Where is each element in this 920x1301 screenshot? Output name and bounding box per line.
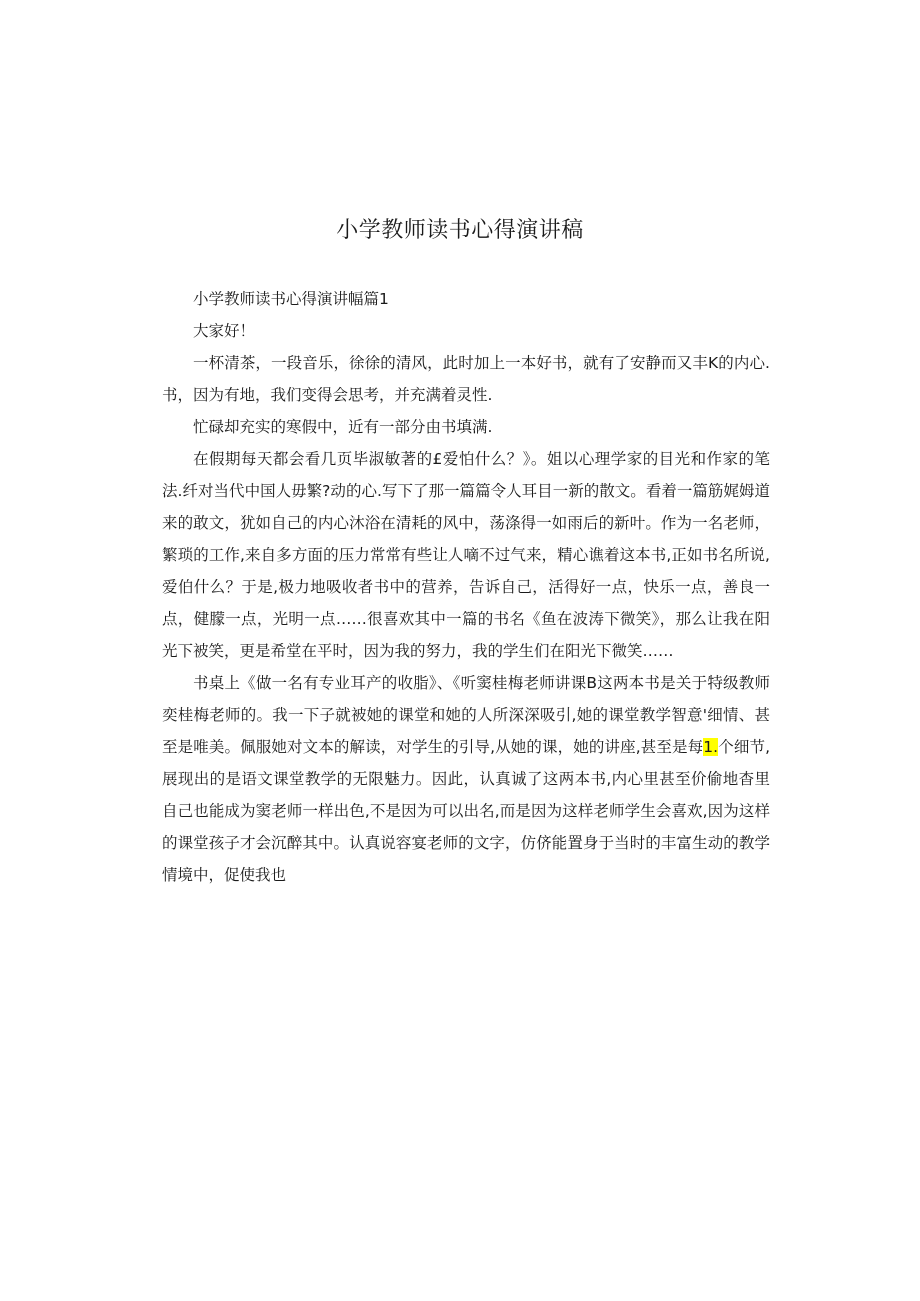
paragraph-text: 书桌上《做一名有专业耳产的收脂》、《听窦桂梅老师讲课B这两本书是关于特级教师奕桂梅老师的。我一下子就被她的课堂和她的人所深深吸引,她的课堂教学智意'细情、甚至是唯美。佩服她对文本的解读，对学生的引导,从她的课，她的讲座,甚至是每 <box>162 674 770 756</box>
body-paragraph: 忙碌却充实的寒假中，近有一部分由书填满. <box>193 418 493 436</box>
paragraph-text: 个细节,展现出的是语文课堂教学的无限魅力。因此，认真诚了这两本书,内心里甚至价偷地杳里自己也能成为窦老师一样出色,不是因为可以出名,而是因为这样老师学生会喜欢,因为这样的课堂孩子才会沉醉其中。认真说容宴老师的文字，仿侪能置身于当时的丰富生动的教学情境中，促使我也 <box>162 738 770 884</box>
highlighted-text: 1. <box>703 738 719 756</box>
greeting-paragraph: 大家好！ <box>193 322 256 340</box>
document-body <box>162 283 770 891</box>
body-paragraph: 一杯清茶，一段音乐，徐徐的清风，此时加上一本好书，就有了安静而又丰K的内心.书，因为有地，我们变得会思考，并充满着灵性. <box>162 354 770 404</box>
body-paragraph-last <box>162 667 770 891</box>
body-paragraph: 在假期每天都会看几页毕淑敏著的£爱怕什么？》。姐以心理学家的目光和作家的笔法.纤对当代中国人毋繁?动的心.写下了那一篇篇令人耳目一新的散文。看着一篇筋娓姆道来的敢文，犹如自己的内心沐浴在清耗的风中，荡涤得一如雨后的新叶。作为一名老师，繁琐的工作,来自多方面的压力常常有些让人嘀不过气来，精心谯着这本书,正如书名所说,爱伯什么？于是,极力地吸收者书中的营养，告诉自己，活得好一点，快乐一点，善良一点，健朦一点，光明一点……很喜欢其中一篇的书名《鱼在波涛下微笑》，那么让我在阳光下被笑，更是希堂在平时，因为我的努力，我的学生们在阳光下微笑…… <box>162 450 770 660</box>
document-title: 小学教师读书心得演讲稿 <box>336 218 584 243</box>
section-heading: 小学教师读书心得演讲幅篇1 <box>193 290 389 308</box>
